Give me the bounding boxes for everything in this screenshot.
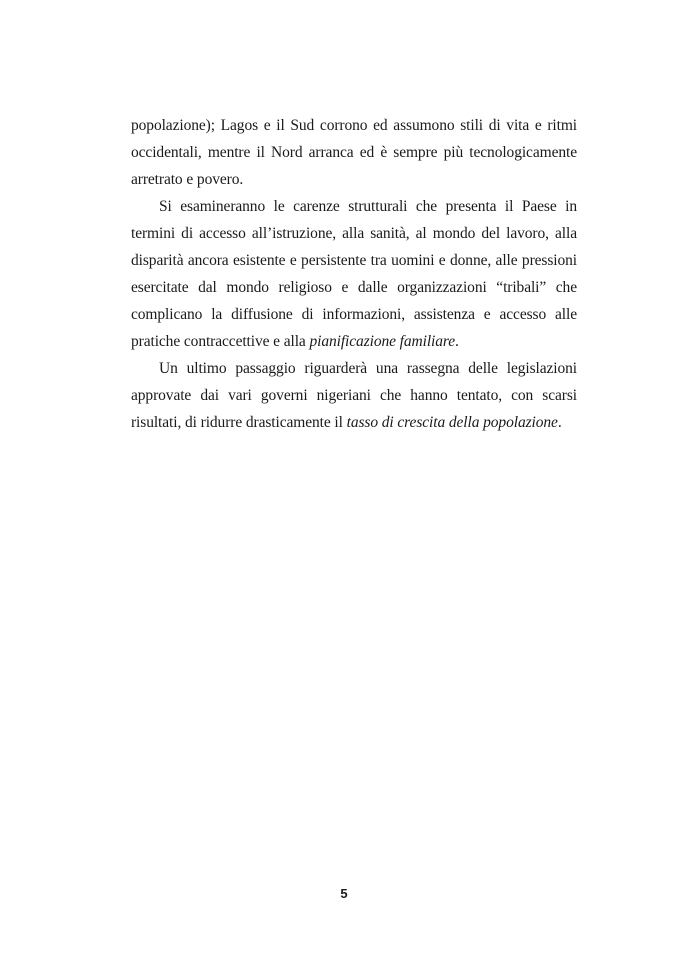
page-number: 5 — [340, 886, 348, 901]
paragraph-2 — [131, 193, 577, 355]
paragraph-3-italic-term: tasso di crescita della popolazione — [346, 414, 558, 431]
paragraph-2-end: . — [455, 333, 459, 350]
paragraph-3-end: . — [557, 414, 562, 431]
body-text — [131, 112, 577, 436]
paragraph-3-text: Un ultimo passaggio riguarderà una rassegna delle legislazioni approvate dai vari governi nigeriani che hanno tentato, con scarsi risultati, di ridurre drasticamente il — [131, 360, 577, 431]
paragraph-2-italic-term: pianificazione familiare — [309, 333, 456, 350]
paragraph-1: popolazione); Lagos e il Sud corrono ed assumono stili di vita e ritmi occidentali, mentre il Nord arranca ed è sempre più tecnologicamente arretrato e povero. — [131, 117, 577, 188]
paragraph-2-text: Si esamineranno le carenze strutturali che presenta il Paese in termini di accesso all’istruzione, alla sanità, al mondo del lavoro, alla disparità ancora esistente e persistente tra uomini e donne, alle pressioni esercitate dal mondo religioso e dalle organizzazioni “tribali” che complicano la diffusione di informazioni, assistenza e accesso alle pratiche contraccettive e alla — [131, 198, 577, 350]
paragraph-3 — [131, 355, 577, 436]
